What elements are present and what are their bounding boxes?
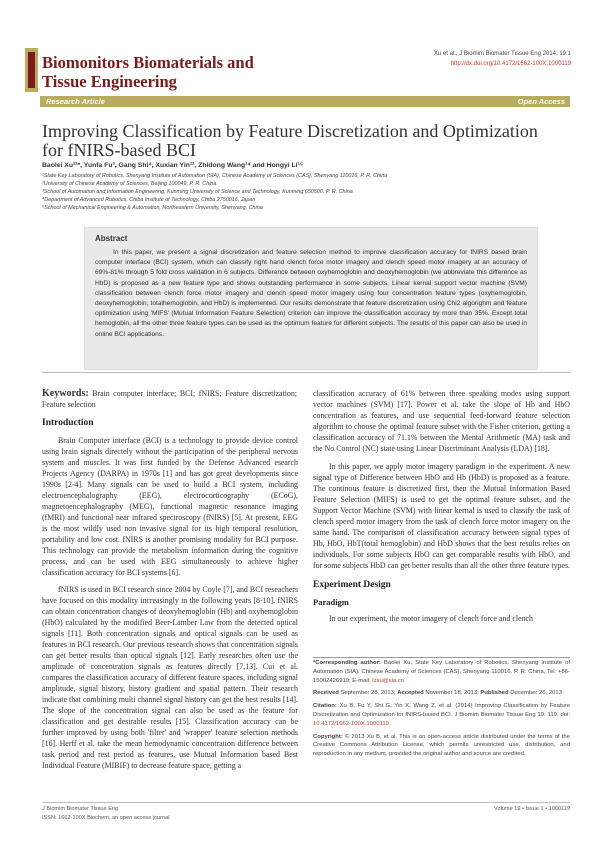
accepted-date: November 18, 2013; <box>425 690 479 697</box>
keywords-text: Brain computer interface; BCI; fNIRS; Feature discretization; Feature selection <box>42 389 297 409</box>
affiliation-4: ⁴Department of Advanced Robotics, Chiba Institute of Technology, Chiba 2750016, Japan <box>42 197 256 203</box>
author-list: Baolei Xu¹²*, Yunfa Fu³, Gang Shi⁴, Xuxian Yin¹², Zhidong Wang¹⁴ and Hongyi Li¹⁵ <box>42 162 304 169</box>
copyright <box>313 733 570 759</box>
intro-heading: Introduction <box>42 418 94 428</box>
published-date: December 26, 2013 <box>510 690 562 697</box>
citation-text: Xu B, Fu Y, Shi G, Yin X, Wang Z, et al. (2014) Improving Classification by Feature Discretization and Optimization for fNIRS-based BCI. J Biomim Biomater Tissue Eng 19: 119. doi: <box>313 703 570 718</box>
experiment-design-heading: Experiment Design <box>313 580 391 590</box>
keywords <box>42 388 297 410</box>
abstract-heading: Abstract <box>95 234 128 243</box>
article-type-label: Research Article <box>46 97 105 106</box>
paradigm-heading: Paradigm <box>313 597 349 607</box>
header-citation <box>434 49 571 69</box>
footer-volume: Volume 19 • Issue 1 • 1000119 <box>494 806 570 812</box>
corr-label: *Corresponding author: <box>313 660 381 666</box>
header-doi-link[interactable]: http://dx.doi.org/10.4172/1662-100X.1000119 <box>450 61 571 67</box>
published-label: Published <box>480 690 509 697</box>
open-access-label: Open Access <box>517 97 565 106</box>
journal-logo-icon <box>25 48 38 92</box>
footer-journal <box>42 806 170 821</box>
journal-name-line1: Biomonitors Biomaterials and <box>42 53 254 72</box>
journal-name <box>42 53 342 91</box>
right-paragraph-1: classification accuracy of 61% between three speaking modes using support vector machines (SVM) [17]. Power et al. take the slope of Hb and HbO concentration as features, and use sequential feed-forward feature selection algorithm to choose the optimal feature subset with the Fisher criterion, getting a classification accuracy of 71.1% between the Mental Arithmetic (MA) task and the No Control (NC) state using Linear Discriminant Analysis (LDA) [18]. <box>313 389 570 453</box>
paper-title: Improving Classification by Feature Discretization and Optimization for fNIRS-based BCI <box>42 121 538 160</box>
citation <box>313 702 570 728</box>
affiliation-1: ¹State Key Laboratory of Robotics, Shenyang Institute of Automation (SIA), Chinese Academy of Sciences (CAS), Shenyang 110016, P. R. China <box>42 173 388 179</box>
intro-paragraph-2: fNIRS is used in BCI research since 2004 by Coyle [7], and BCI reseachers have focused on this modality increasingly in the following years [8-10]. fNIRS can obtain concentration changes of deoxyhemoglobin (Hb) and oxyhemoglobin (HbO) calculated by the modified Beer-Lamber Law from the detected optical signals [11]. Both concentration signals and optical signals can be used as features in BCI research. Our previous research shows that concentration signals can get better results than optical signals [12]. Early researches often use the amplitude of concentration signals as features directly [7,13]. Cui et al. compares the classification accuracy of different feature spaces, including signal amplitude, signal history, history gradient and spatial pattern. Their research indicate that combining multi channel signal history can get the best results [14]. The slope of the concentration signal can also be used as the feature for classification and get desirable results [15]. Classification accuracy can be further improved by using both 'filter' and 'wrapper' feature selection methods [16]. Herff et al. take the mean hemodynamic concentration difference between task period and rest period as features, use Mutual Information based Best Individual Feature (MIBIF) to decrease feature space, getting a <box>42 585 298 770</box>
journal-name-line2: Tissue Engineering <box>42 72 177 91</box>
correspondence-box <box>313 657 570 763</box>
affiliation-3: ³School of Automation and Information Engineering, Kunming University of Science and Technology, Kunming 650500, P. R. China <box>42 189 353 195</box>
corr-text: Baolei Xu, State Key Laboratory of Robotics, Shenyang Institute of Automation (SIA), Chinese Academy of Sciences (CAS), Shenyang 110016, P. R. China, Tel: +86-15002426919; E-mail: <box>313 660 570 684</box>
abstract-box <box>84 227 538 370</box>
dates <box>313 689 570 698</box>
copyright-label: Copyright: <box>313 733 343 740</box>
citation-label: Citation: <box>313 703 337 710</box>
intro-body <box>42 435 298 771</box>
received-label: Received <box>313 690 339 697</box>
accepted-label: Accepted <box>397 690 424 697</box>
article-type-bar <box>40 96 570 107</box>
citation-doi-link[interactable]: 10.4172/1662-100X.1000119 <box>313 720 389 727</box>
footer-line2: ISSN: 1662-100X Biochem, an open access journal <box>42 815 170 821</box>
copyright-text: © 2013 Xu B, et al. This is an open-access article distributed under the terms of the Creative Commons Attribution License, which permits unrestricted use, distribution, and reproduction in any medium, provided the original author and source are credited. <box>313 733 570 758</box>
affiliation-2: ²University of Chinese Academy of Sciences, Beijing 100049, P. R. China <box>42 181 217 187</box>
affiliation-5: ⁵School of Mechanical Engineering & Automation, Northeastern University, Shenyang, China <box>42 205 263 211</box>
received-date: September 28, 2013; <box>340 690 396 697</box>
header-cite-line: Xu et al., J Biomim Biomater Tissue Eng 2014, 19:1 <box>433 51 571 57</box>
right-paragraph-3: In our experiment, the motor imagery of clench force and clench <box>329 614 533 623</box>
right-column <box>313 388 570 624</box>
right-paragraph-2: In this paper, we apply motor imagery paradigm in the experiment. A new signal type of Difference between HbO and Hb (HbD) is proposed as a feature. The continous feature is discretized first, then the Mutual Information Based Feature Selection (MIFS) is used to get the optimal feature subset, and the Support Vector Machine (SVM) with linear kernal is used to classify the task of clench speed motor imagery from the task of clench force motor imagery on the same hand. The comparison of classification accuracy between signal types of Hb, HbO, HbT(total hemoglobin) and HbD shows that the best results relies on individuals. For some subjects HbO can get comparable results with HbO, and for some subjects HbD can get better results than all the other three feature types. <box>313 462 571 570</box>
abstract-text: In this paper, we present a signal discretization and feature selection method to improve classification accuracy for fNIRS based brain computer interface (BCI) system, which can classify right hand clench force motor imagery and clench speed motor imagery at an accuracy of 69%-81% through 5 fold cross validation in 6 subjects. Difference between oxyhemoglobin and deoxyhemoglobin (we abbreviate this difference as HbD) is proposed as a new feature type and shows outstanding performance in some subjects. Linear kernal support vector machine (SVM) classification between clench force motor imagery and clench speed motor imagery using four concentration feature types (oxyhemoglobin, deoxyhemoglobin, totalhemoglobin, and HbD) is implemented. Our results demonstrate that feature discretization using Chi2 algorighm and feature optimization using 'MIFS' (Mutual Information Feature Selection) criterion can improve the classification accuracy by more than 35%. Except total hemoglobin, all the other three feature types can be used as the optimum feature for different subjects. The results of this paper can also be used in online BCI applications. <box>95 249 527 338</box>
footer-line1: J Biomim Biomater Tissue Eng <box>42 806 119 812</box>
intro-paragraph-1: Brain Computer interface (BCI) is a technology to provide device control using brain signals directely without the participation of the peripheral nervous system and muscles. It was first funded by the Defense Advanced esearch Projects Agency (DARPA) in 1970s [1] and has got great developments since 1990s [2-4]. Many signals can be used to build a BCI system, including electroencephalography (EEG), electrocorticography (ECoG), magnetoencephalography (MEG), functional magnetic resonance imaging (fMRI) and functional near infrared spectroscopy (fNIRS) [5]. At present, EEG is the most wildly used non invasive signal for its high temporal resolution, portability and low cost. fNIRS is another promising modality for BCI purpose. This technology can provide the metabolism information during the cognitive process, and can be used with EEG simultaneously to achieve higher classification accuracy for BCI systems [6]. <box>42 436 298 577</box>
keywords-label: Keywords: <box>42 388 89 399</box>
page-footer <box>42 802 570 821</box>
corresponding-author <box>313 659 570 685</box>
divider <box>42 372 570 373</box>
corr-email-link[interactable]: lzxu@sia.cn <box>372 677 405 684</box>
